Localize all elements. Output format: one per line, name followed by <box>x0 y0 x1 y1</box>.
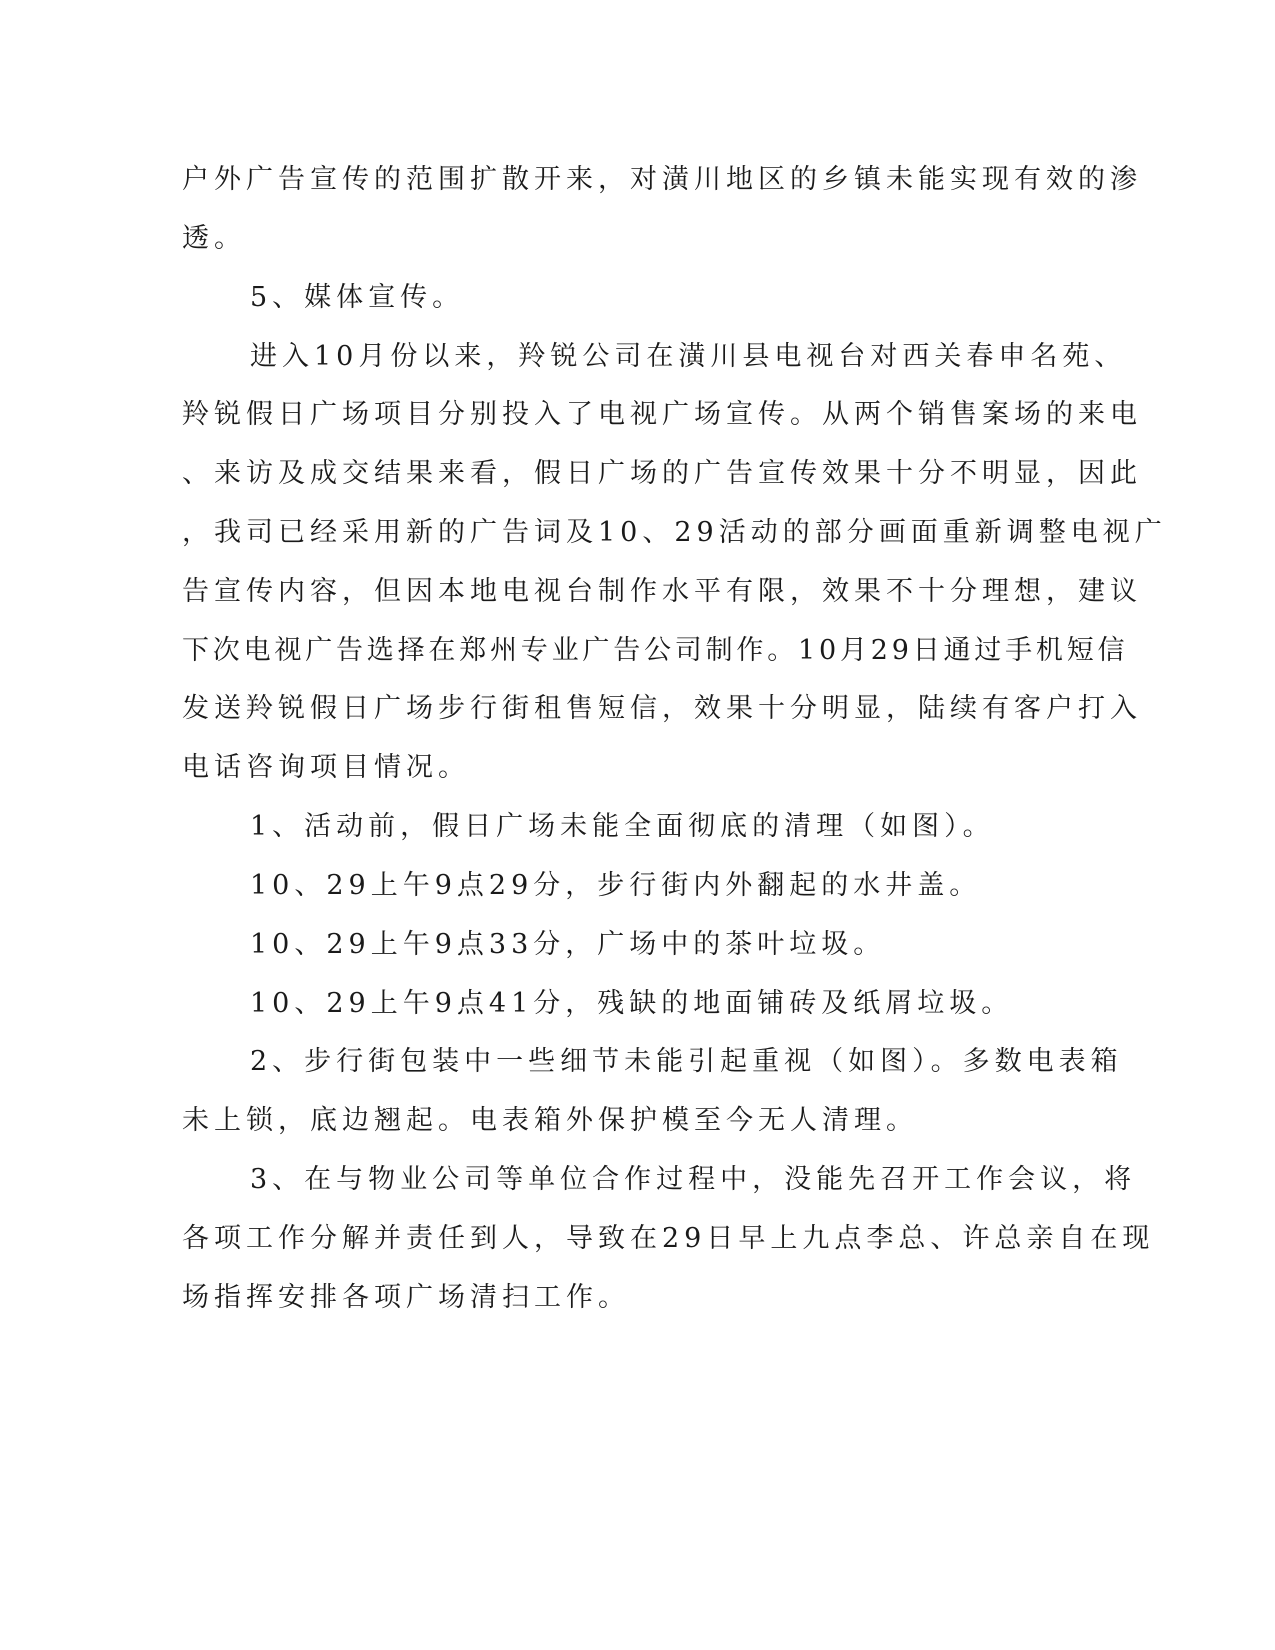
paragraph-line: ，我司已经采用新的广告词及10、29活动的部分画面重新调整电视广 <box>182 517 1167 548</box>
section-heading: 5、媒体宣传。 <box>250 282 465 313</box>
paragraph-line: 下次电视广告选择在郑州专业广告公司制作。10月29日通过手机短信 <box>182 635 1129 666</box>
paragraph-line: 各项工作分解并责任到人，导致在29日早上九点李总、许总亲自在现 <box>182 1223 1155 1254</box>
paragraph-line: 场指挥安排各项广场清扫工作。 <box>182 1282 630 1313</box>
list-item: 1、活动前，假日广场未能全面彻底的清理（如图）。 <box>250 811 995 842</box>
list-item: 3、在与物业公司等单位合作过程中，没能先召开工作会议，将 <box>250 1164 1137 1195</box>
paragraph-line: 户外广告宣传的范围扩散开来，对潢川地区的乡镇未能实现有效的渗 <box>182 164 1142 195</box>
paragraph-line: 进入10月份以来，羚锐公司在潢川县电视台对西关春申名苑、 <box>250 341 1127 372</box>
paragraph-line: 未上锁，底边翘起。电表箱外保护模至今无人清理。 <box>182 1105 918 1136</box>
list-item: 10、29上午9点41分，残缺的地面铺砖及纸屑垃圾。 <box>250 988 1014 1019</box>
paragraph-line: 电话咨询项目情况。 <box>182 752 470 783</box>
paragraph-line: 发送羚锐假日广场步行街租售短信，效果十分明显，陆续有客户打入 <box>182 693 1142 724</box>
list-item: 2、步行街包装中一些细节未能引起重视（如图）。多数电表箱 <box>250 1046 1123 1077</box>
list-item: 10、29上午9点29分，步行街内外翻起的水井盖。 <box>250 870 982 901</box>
paragraph-line: 告宣传内容，但因本地电视台制作水平有限，效果不十分理想，建议 <box>182 576 1142 607</box>
paragraph-line: 羚锐假日广场项目分别投入了电视广场宣传。从两个销售案场的来电 <box>182 399 1142 430</box>
paragraph-line: 、来访及成交结果来看，假日广场的广告宣传效果十分不明显，因此 <box>182 458 1142 489</box>
paragraph-line: 透。 <box>182 223 246 254</box>
list-item: 10、29上午9点33分，广场中的茶叶垃圾。 <box>250 929 886 960</box>
